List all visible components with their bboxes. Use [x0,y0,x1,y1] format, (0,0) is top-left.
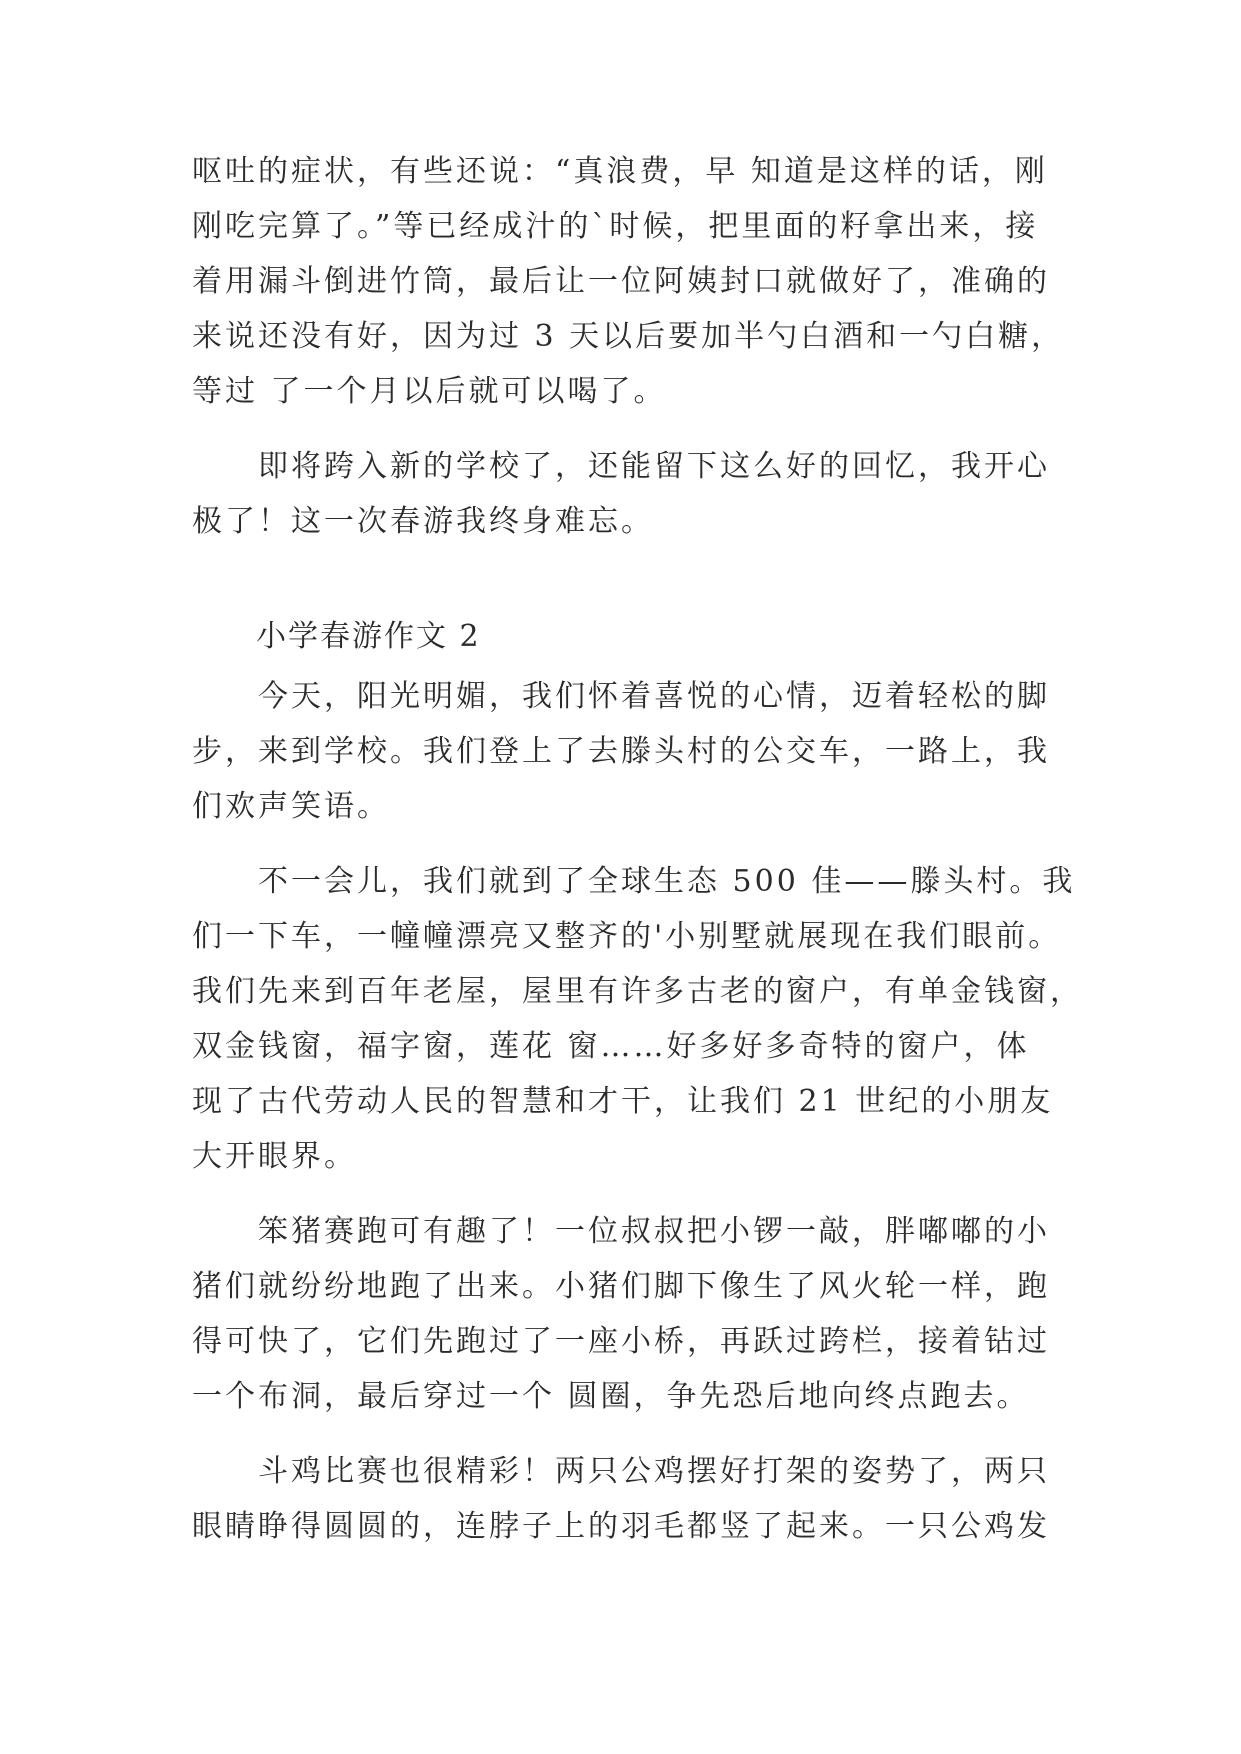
text-line: 猪们就纷纷地跑了出来。小猪们脚下像生了风火轮一样，跑 [192,1269,1050,1304]
text-line: 双金钱窗，福字窗，莲花 窗……好多好多奇特的窗户，体 [192,1029,1030,1064]
section-title: 小学春游作文 2 [192,619,481,654]
text-line: 大开眼界。 [192,1139,357,1174]
text-line: 今天，阳光明媚，我们怀着喜悦的心情，迈着轻松的脚 [192,679,1050,714]
text-line: 我们先来到百年老屋，屋里有许多古老的窗户，有单金钱窗， [192,974,1083,1009]
text-line: 刚吃完算了。”等已经成汁的`时候，把里面的籽拿出来，接 [192,209,1039,244]
text-line: 即将跨入新的学校了，还能留下这么好的回忆，我开心 [192,449,1050,484]
text-line: 笨猪赛跑可有趣了！一位叔叔把小锣一敲，胖嘟嘟的小 [192,1214,1050,1249]
text-line: 来说还没有好，因为过 3 天以后要加半勺白酒和一勺白糖， [192,319,1065,354]
text-line: 一个布洞，最后穿过一个 圆圈，争先恐后地向终点跑去。 [192,1379,1030,1414]
text-line: 着用漏斗倒进竹筒，最后让一位阿姨封口就做好了，准确的 [192,264,1050,299]
text-line: 眼睛睁得圆圆的，连脖子上的羽毛都竖了起来。一只公鸡发 [192,1509,1050,1544]
text-line: 极了！这一次春游我终身难忘。 [192,504,654,539]
text-line: 得可快了，它们先跑过了一座小桥，再跃过跨栏，接着钻过 [192,1324,1050,1359]
text-line: 斗鸡比赛也很精彩！两只公鸡摆好打架的姿势了，两只 [192,1454,1050,1489]
text-line: 们欢声笑语。 [192,789,390,824]
text-line: 等过 了一个月以后就可以喝了。 [192,374,667,409]
text-line: 们一下车，一幢幢漂亮又整齐的'小别墅就展现在我们眼前。 [192,919,1062,954]
text-line: 步，来到学校。我们登上了去滕头村的公交车，一路上，我 [192,734,1050,769]
text-line: 现了古代劳动人民的智慧和才干，让我们 21 世纪的小朋友 [192,1084,1054,1119]
text-line: 呕吐的症状，有些还说：“真浪费，早 知道是这样的话，刚 [192,154,1048,189]
text-line: 不一会儿，我们就到了全球生态 500 佳——滕头村。我 [192,864,1076,899]
